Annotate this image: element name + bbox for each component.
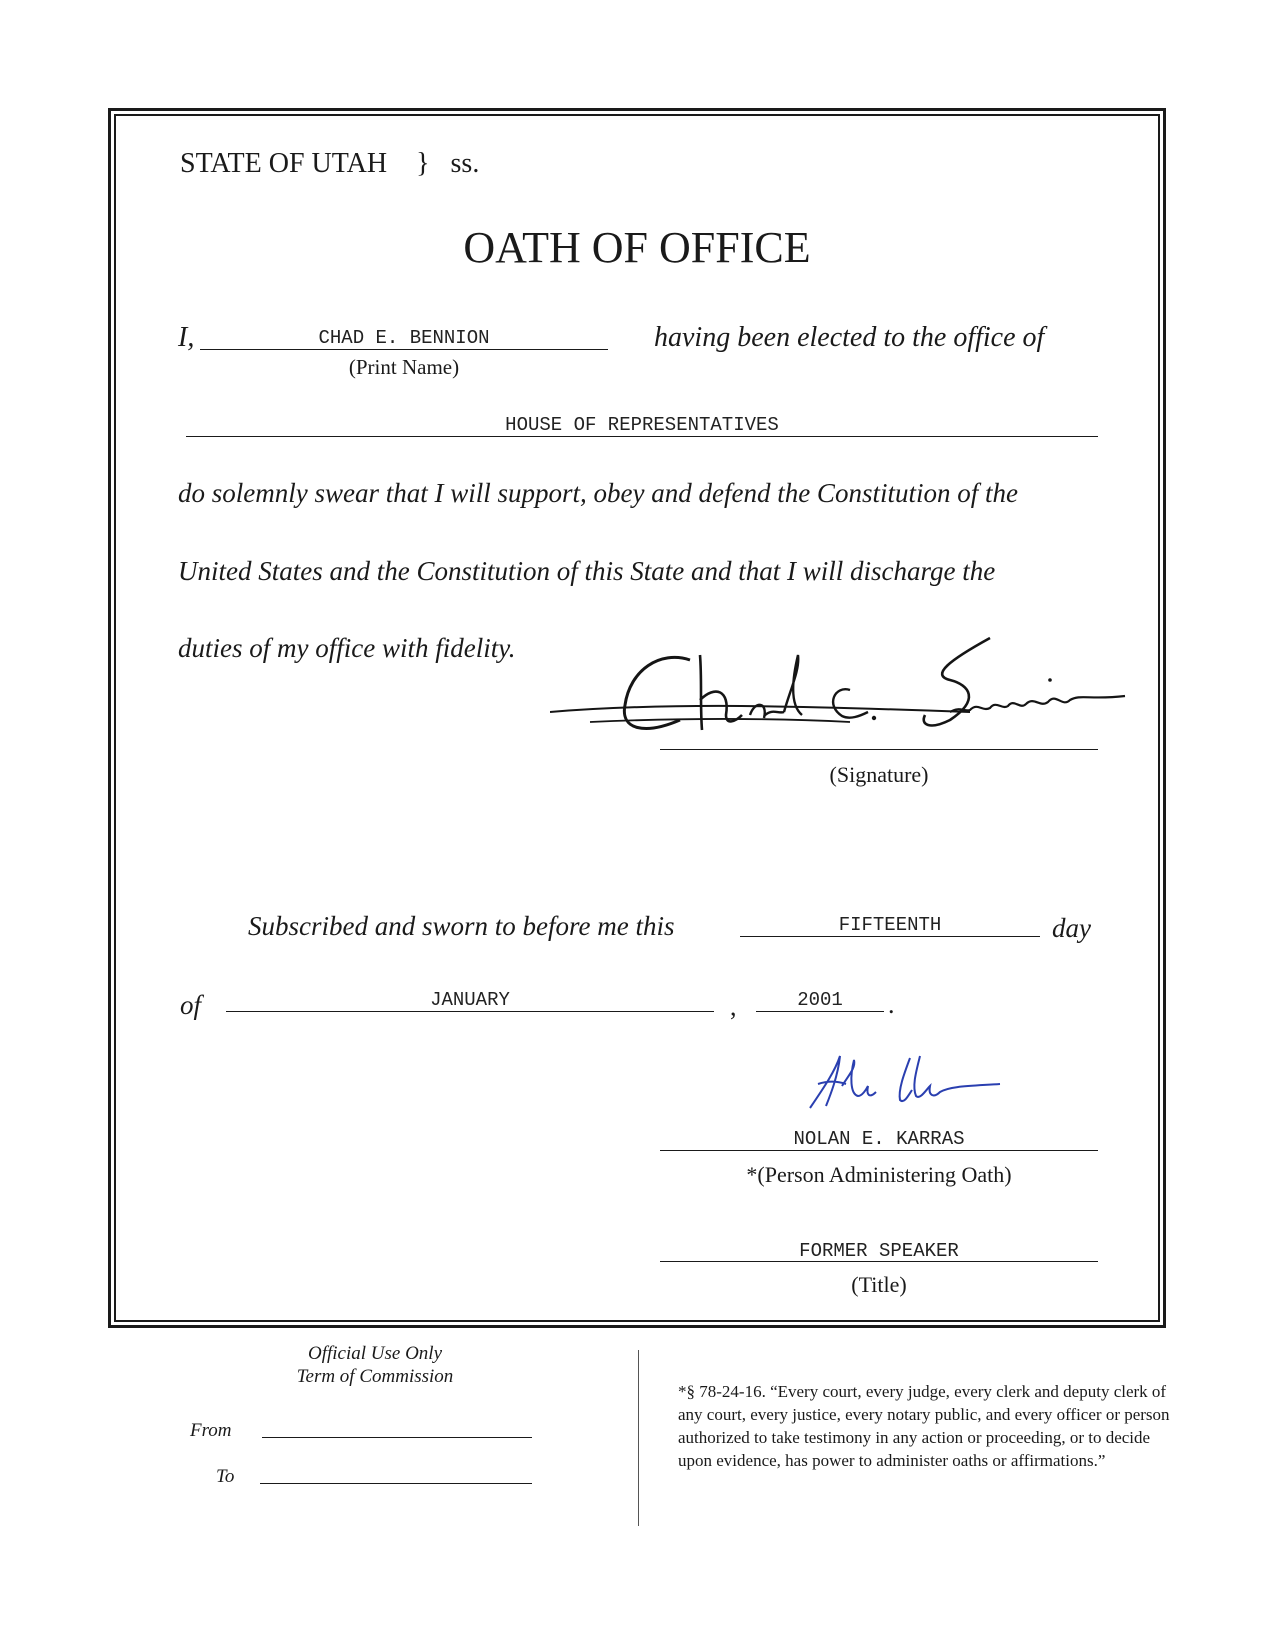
statute-footnote: *§ 78-24-16. “Every court, every judge, every clerk and deputy clerk of any court, every justice, every notary public, and every officer or person authorized to take testimony in any action or proceeding, or to decide upon evidence, has power to administer oaths or affirmations.” bbox=[678, 1382, 1170, 1470]
month-comma: , bbox=[730, 992, 737, 1021]
year-period: . bbox=[888, 990, 895, 1019]
office-value: HOUSE OF REPRESENTATIVES bbox=[505, 414, 779, 436]
title-label: (Title) bbox=[851, 1272, 907, 1297]
signature-image bbox=[550, 630, 1140, 760]
year-value: 2001 bbox=[797, 989, 843, 1011]
print-name-value: CHAD E. BENNION bbox=[318, 327, 490, 349]
year-line bbox=[756, 1011, 884, 1012]
state-name: STATE OF UTAH bbox=[180, 148, 388, 179]
oath-body-line-3: duties of my office with fidelity. bbox=[178, 633, 516, 663]
brace: } bbox=[416, 148, 430, 179]
month-line bbox=[226, 1011, 714, 1012]
subscribed-text: Subscribed and sworn to before me this bbox=[248, 911, 675, 941]
print-name-label: (Print Name) bbox=[348, 355, 460, 379]
administrator-name: NOLAN E. KARRAS bbox=[793, 1128, 965, 1150]
administrator-signature-image bbox=[800, 1046, 1010, 1116]
of-word: of bbox=[180, 990, 202, 1020]
from-label: From bbox=[190, 1420, 232, 1441]
day-line bbox=[740, 936, 1040, 937]
term-of-commission-heading: Term of Commission bbox=[296, 1366, 454, 1387]
title-value: FORMER SPEAKER bbox=[799, 1240, 959, 1262]
page-title: OATH OF OFFICE bbox=[463, 223, 811, 272]
to-label: To bbox=[216, 1466, 235, 1487]
title-line bbox=[660, 1261, 1098, 1262]
signature-line bbox=[660, 749, 1098, 750]
state-header bbox=[180, 148, 479, 180]
to-line bbox=[260, 1483, 532, 1484]
signature-label: (Signature) bbox=[829, 762, 929, 787]
elected-text: having been elected to the office of bbox=[654, 322, 1045, 353]
day-value: FIFTEENTH bbox=[838, 914, 942, 936]
i-prefix: I, bbox=[178, 322, 195, 353]
administrator-label: *(Person Administering Oath) bbox=[746, 1162, 1012, 1187]
ss-text: ss. bbox=[450, 148, 480, 179]
official-use-heading: Official Use Only bbox=[307, 1343, 443, 1364]
day-word: day bbox=[1052, 913, 1091, 943]
office-line bbox=[186, 436, 1098, 437]
footer-divider bbox=[638, 1350, 639, 1526]
month-value: JANUARY bbox=[430, 989, 510, 1011]
print-name-line bbox=[200, 349, 608, 350]
oath-body-line-1: do solemnly swear that I will support, obey and defend the Constitution of the bbox=[178, 478, 1018, 508]
administrator-line bbox=[660, 1150, 1098, 1151]
oath-body-line-2: United States and the Constitution of this State and that I will discharge the bbox=[178, 556, 996, 586]
from-line bbox=[262, 1437, 532, 1438]
